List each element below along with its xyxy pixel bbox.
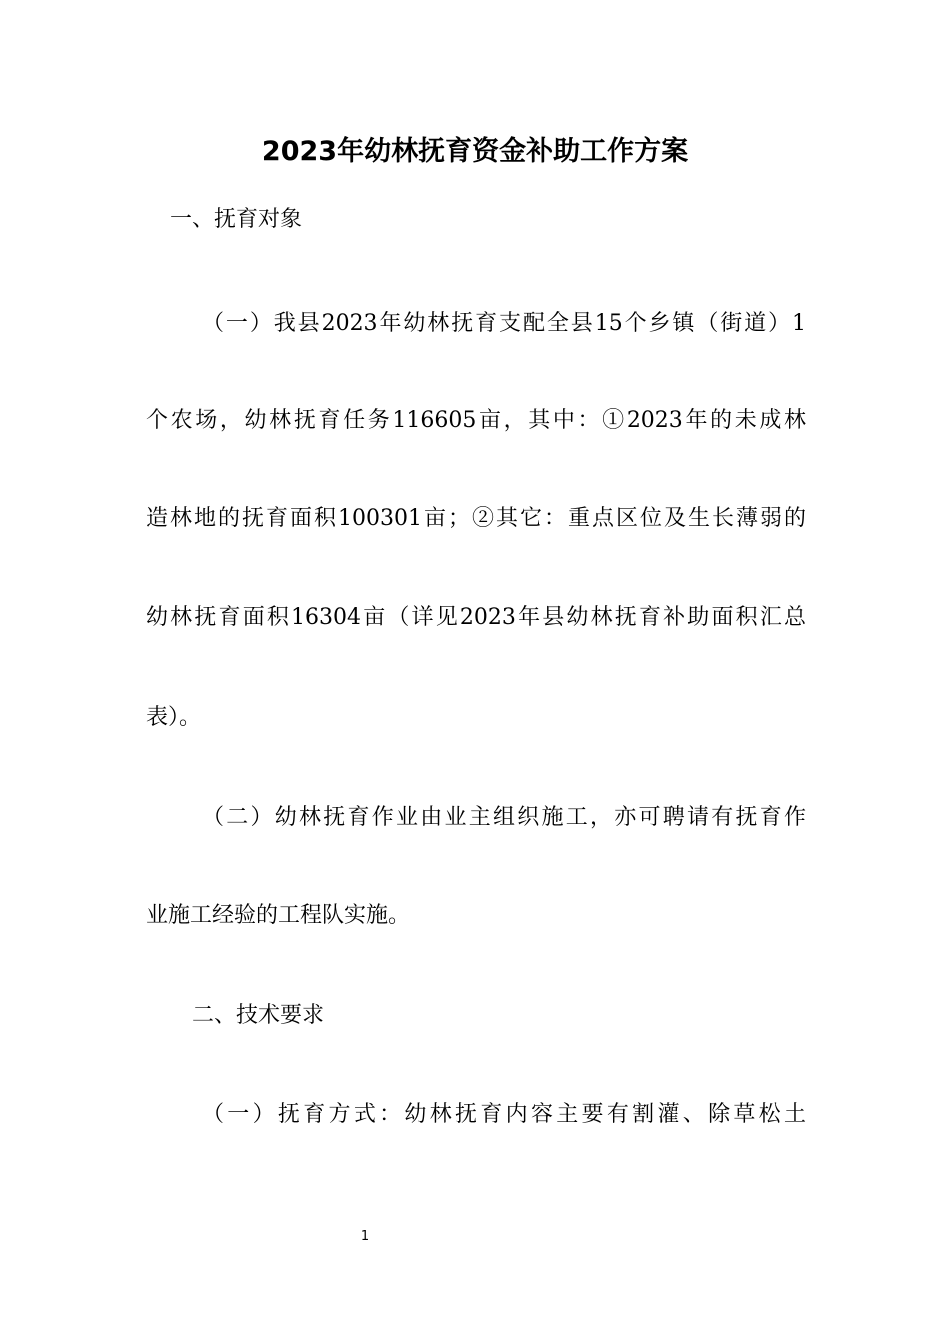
paragraph-line: （一）我县2023年幼林抚育支配全县15个乡镇（街道）1 [202, 311, 806, 336]
paragraph-line: 幼林抚育面积16304亩（详见2023年县幼林抚育补助面积汇总 [146, 605, 806, 630]
paragraph-line: 业施工经验的工程队实施。 [146, 903, 411, 928]
page-number: 1 [360, 1229, 370, 1244]
paragraph-line: 表）。 [146, 705, 202, 730]
paragraph-line: 个农场，幼林抚育任务116605亩，其中：①2023年的未成林 [146, 408, 806, 433]
section-heading-1: 一、抚育对象 [170, 207, 303, 232]
paragraph-line: （二）幼林抚育作业由业主组织施工，亦可聘请有抚育作 [202, 805, 806, 830]
section-heading-2: 二、技术要求 [192, 1003, 325, 1028]
document-title: 2023年幼林抚育资金补助工作方案 [261, 136, 689, 167]
paragraph-line: （一）抚育方式：幼林抚育内容主要有割灌、除草松土 [202, 1102, 806, 1127]
paragraph-line: 造林地的抚育面积100301亩；②其它：重点区位及生长薄弱的 [146, 506, 806, 531]
